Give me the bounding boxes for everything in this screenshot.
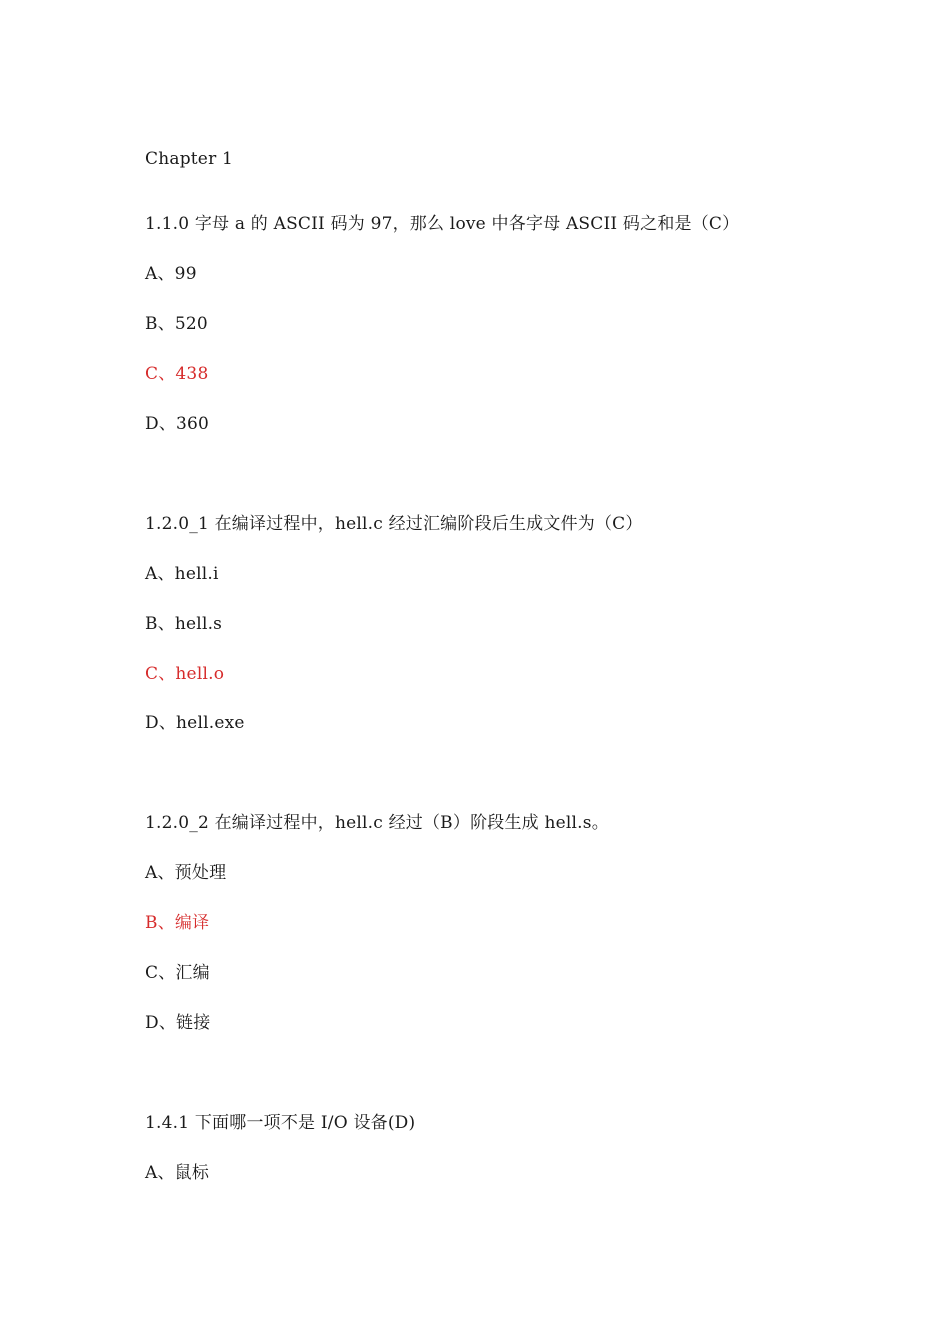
chapter-heading: Chapter 1 — [145, 149, 234, 169]
question-1-option-a: A、99 — [145, 264, 197, 284]
question-4-option-a: A、鼠标 — [145, 1163, 210, 1183]
question-2-text: 1.2.0_1 在编译过程中，hell.c 经过汇编阶段后生成文件为（C） — [145, 514, 643, 534]
question-4-text: 1.4.1 下面哪一项不是 I/O 设备(D) — [145, 1113, 416, 1133]
question-1-option-c-correct: C、438 — [145, 364, 209, 384]
question-3-option-a: A、预处理 — [145, 863, 227, 883]
question-1-option-d: D、360 — [145, 414, 210, 434]
question-2-option-a: A、hell.i — [145, 564, 219, 584]
question-1-text: 1.1.0 字母 a 的 ASCII 码为 97，那么 love 中各字母 ASCII 码之和是（C） — [145, 214, 740, 234]
question-3-option-b-correct: B、编译 — [145, 913, 210, 933]
question-3-option-d: D、链接 — [145, 1013, 211, 1033]
question-2-option-c-correct: C、hell.o — [145, 664, 225, 684]
question-3-text: 1.2.0_2 在编译过程中，hell.c 经过（B）阶段生成 hell.s。 — [145, 813, 609, 833]
question-2-option-d: D、hell.exe — [145, 713, 245, 733]
question-1-option-b: B、520 — [145, 314, 208, 334]
question-2-option-b: B、hell.s — [145, 614, 223, 634]
question-3-option-c: C、汇编 — [145, 963, 210, 983]
